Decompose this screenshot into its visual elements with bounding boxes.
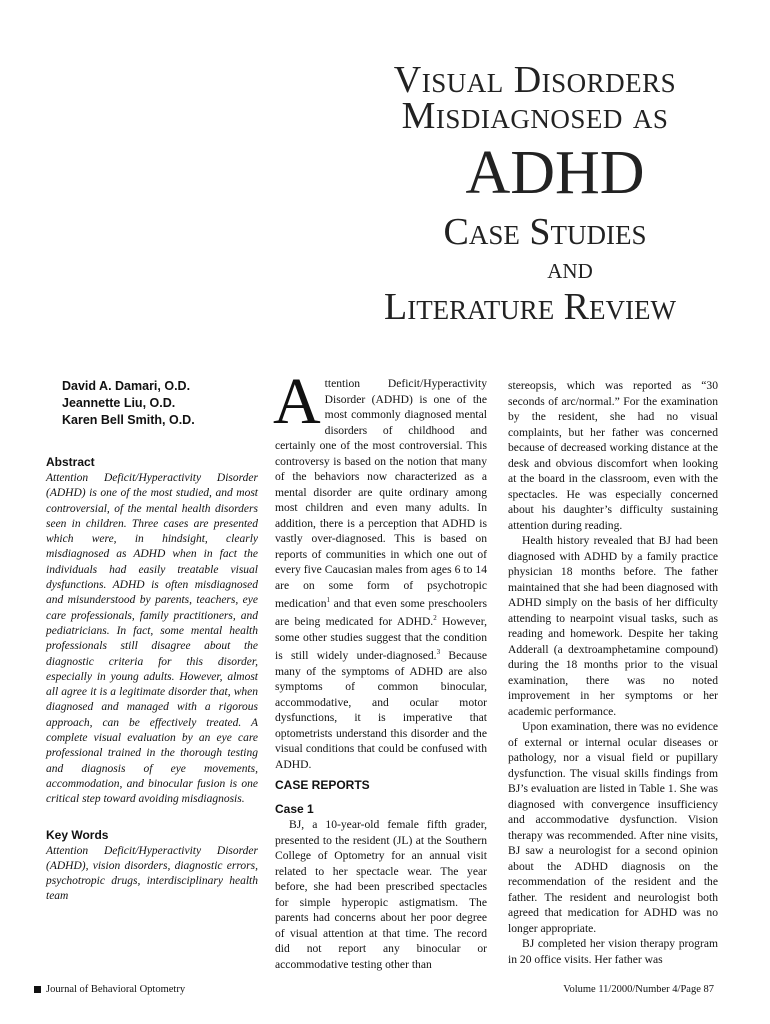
drop-cap: A [273,365,321,438]
title-line-6: Literature Review [383,286,676,328]
paragraph: BJ completed her vision therapy program in 20 office visits. Her father was [508,937,718,966]
paragraph: stereopsis, which was reported as “30 seconds of arc/normal.” For the examination by the resident, she had no visual complaints, but her father was concerned because of decreased working distance at the desk and obvious discomfort when looking at the board in the classroom, even with the spectacles. He was especially concerned about his daughter’s difficulty sustaining attention during reading. [508,379,718,532]
title-line-3: ADHD [465,139,645,207]
author-name: Jeannette Liu, O.D. [62,396,176,410]
keywords-section [46,828,258,905]
citation-ref: 2 [433,614,437,623]
body-column-1 [275,350,487,972]
title-line-2: Misdiagnosed as [401,95,669,137]
body-column-2 [508,378,718,967]
keywords-heading: Key Words [46,827,109,842]
abstract-heading: Abstract [46,455,95,469]
intro-text: ttention Deficit/Hyperactivity Disorder (ADHD) is one of the most commonly diagnosed mental disorders of childhood and certainly one of the most controversial. This controversy is based on the notion that many of the behaviors now characterized as a mental disorder are quite ordinary among most children and even many adults. In addition, there is a perception that ADHD is vastly over-diagnosed. This is based on reports of communities in which one out of every five Caucasian males from ages 6 to 14 are on some form of psychotropic medication [275,377,487,610]
case-1-heading: Case 1 [275,801,314,816]
article-title [330,59,740,330]
case-1-paragraph: BJ, a 10-year-old female fifth grader, presented to the resident (JL) at the Southern College of Optometry for an annual visit related to her spectacle wear. The year before, she had been prescribed spectacles for simple hyperopic astigmatism. The parents had concerns about her poor degree of visual attention at that time. The record did not report any binocular or accommodative testing other than [275,818,487,971]
author-name: David A. Damari, O.D. [62,379,191,393]
keywords-text: Attention Deficit/Hyperactivity Disorder (ADHD), vision disorders, diagnostic errors, psychotropic drugs, interdisciplinary health team [46,844,258,903]
citation-ref: 3 [436,648,441,657]
intro-text-b: and that even some preschoolers are being medicated for ADHD. [275,596,487,629]
journal-name: Journal of Behavioral Optometry [46,984,186,995]
paragraph: Upon examination, there was no evidence of external or internal ocular diseases or pathology, nor a visual field or pupillary dysfunction. The visual skills findings from BJ’s evaluation are listed in Table 1. She was diagnosed with convergence insufficiency and accommodative dysfunction. Vision therapy was recommended. After nine visits, BJ saw a neurologist for a second opinion about the ADHD diagnosis on the recommendation of the resident and the father. The resident and neurologist both agreed that medication for ADHD was no longer appropriate. [508,720,718,935]
citation-ref: 1 [326,596,331,604]
footer-journal [34,984,185,995]
title-line-4: Case Studies [443,211,647,253]
intro-text-c: However, some other studies suggest that the condition is still widely under-diagnosed. [275,615,487,663]
abstract-column [46,455,258,905]
intro-text-d: Because many of the symptoms of ADHD are also symptoms of common binocular, accommodative, and ocular motor dysfunctions, it is imperative that optometrists understand this disorder and the visual conditions that could be confused with ADHD. [275,649,488,771]
abstract-text: Attention Deficit/Hyperactivity Disorder (ADHD) is one of the most studied, and most controversial, of the mental health disorders seen in children. Three cases are presented which were, in hindsight, clearly misdiagnosed as ADHD when in fact the individuals had easily treatable visual dysfunctions. ADHD is often misdiagnosed and misunderstood by parents, teachers, eye care professionals, family practitioners, and pediatricians. In fact, some mental health professionals still disagree about the diagnostic criteria for this disorder, especially in young adults. However, almost all agree it is a legitimate disorder that, when diagnosed and managed with a rigorous approach, can be effectively treated. A complete visual evaluation by an eye care professional trained in the thorough testing and diagnosis of eye movements, accommodation, and binocular fusion is one critical step toward avoiding misdiagnosis. [46,472,258,806]
author-list [62,378,195,429]
case-reports-heading: CASE REPORTS [275,778,370,793]
paragraph: Health history revealed that BJ had been diagnosed with ADHD by a family practice physician 18 months before. The father maintained that she had been diagnosed with ADHD simply on the basis of her difficulty attending to nearpoint visual tasks, such as reading and homework. Despite her taking Adderall (a dextroamphetamine compound) during the 18 months prior to the visual examination, there was no noted improvement in her symptoms or her academic performance. [508,534,718,718]
intro-paragraph [275,350,487,772]
footer-page-info: Volume 11/2000/Number 4/Page 87 [563,984,714,995]
title-line-5: and [547,252,593,285]
author-name: Karen Bell Smith, O.D. [62,413,195,427]
title-line-1: Visual Disorders [393,59,677,101]
square-bullet-icon [34,986,41,993]
